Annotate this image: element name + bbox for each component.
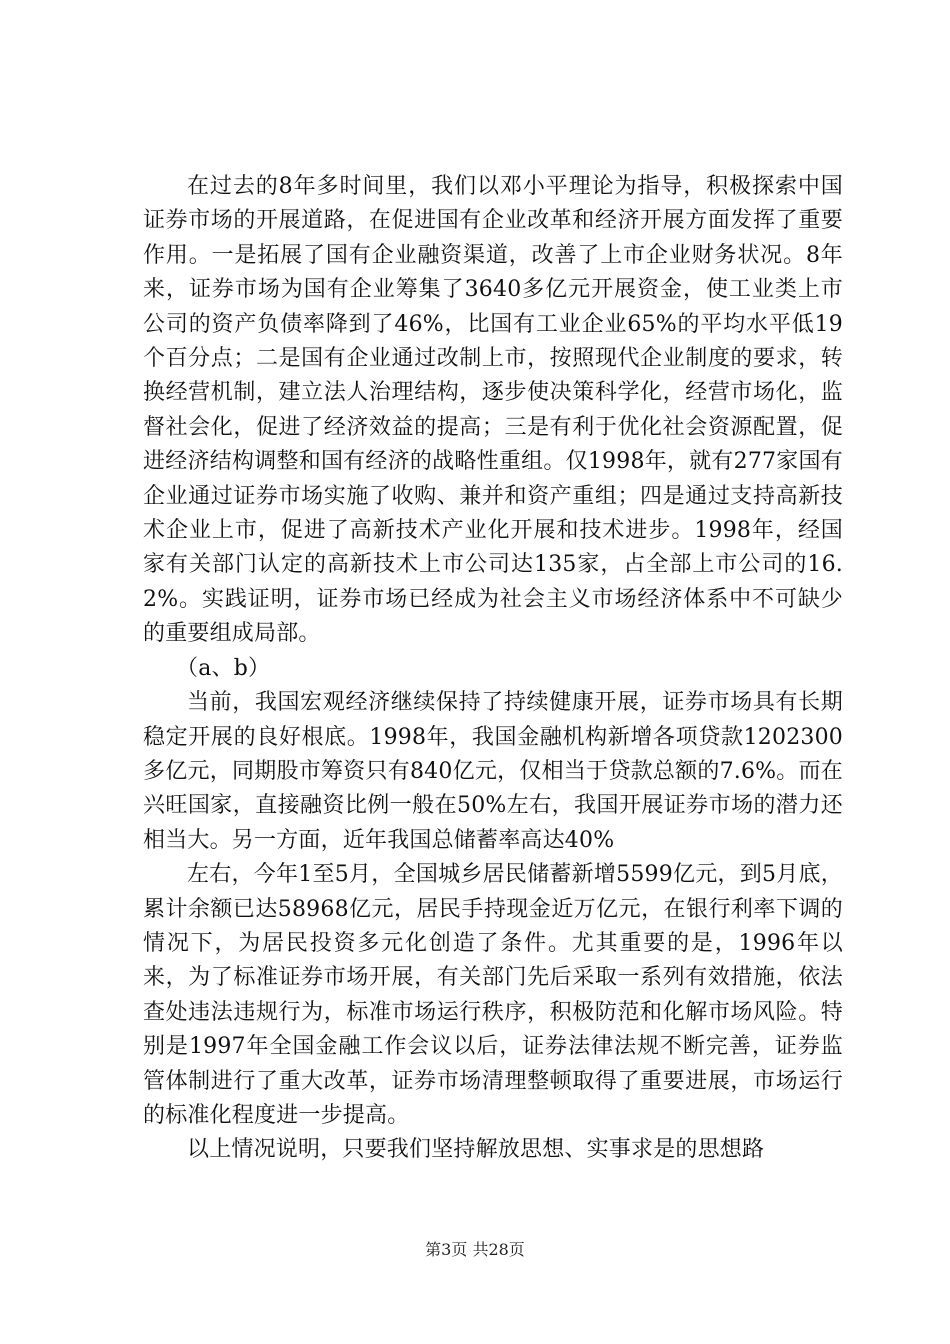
- paragraph-conclusion: 以上情况说明，只要我们坚持解放思想、实事求是的思想路: [187, 1137, 765, 1163]
- paragraph-label-ab: （a、b）: [176, 655, 271, 681]
- document-body: [143, 170, 843, 1168]
- paragraph-savings: 左右，今年1至5月，全国城乡居民储蓄新增5599亿元，到5月底，累计余额已达58968亿元，居民手持现金近万亿元，在银行利率下调的情况下，为居民投资多元化创造了条件。尤其重要的是，1996年以来，为了标准证券市场开展，有关部门先后采取一系列有效措施，依法查处违法违规行为，标准市场运行秩序，积极防范和化解市场风险。特别是1997年全国金融工作会议以后，证券法律法规不断完善，证券监管体制进行了重大改革，证券市场清理整顿取得了重要进展，市场运行的标准化程度进一步提高。: [143, 862, 843, 1128]
- paragraph-current-economy: 当前，我国宏观经济继续保持了持续健康开展，证券市场具有长期稳定开展的良好根底。1998年，我国金融机构新增各项贷款1202300多亿元，同期股市筹资只有840亿元，仅相当于贷款总额的7.6%。而在兴旺国家，直接融资比例一般在50%左右，我国开展证券市场的潜力还相当大。另一方面，近年我国总储蓄率高达40%: [143, 690, 843, 853]
- page-number-footer: 第3页 共28页: [425, 1240, 525, 1259]
- paragraph-achievements: 在过去的8年多时间里，我们以邓小平理论为指导，积极探索中国证券市场的开展道路，在促进国有企业改革和经济开展方面发挥了重要作用。一是拓展了国有企业融资渠道，改善了上市企业财务状况。8年来，证券市场为国有企业筹集了3640多亿元开展资金，使工业类上市公司的资产负债率降到了46%，比国有工业企业65%的平均水平低19个百分点；二是国有企业通过改制上市，按照现代企业制度的要求，转换经营机制，建立法人治理结构，逐步使决策科学化，经营市场化，监督社会化，促进了经济效益的提高；三是有利于优化社会资源配置，促进经济结构调整和国有经济的战略性重组。仅1998年，就有277家国有企业通过证券市场实施了收购、兼并和资产重组；四是通过支持高新技术企业上市，促进了高新技术产业化开展和技术进步。1998年，经国家有关部门认定的高新技术上市公司达135家，占全部上市公司的16.2%。实践证明，证券市场已经成为社会主义市场经济体系中不可缺少的重要组成局部。: [143, 174, 843, 647]
